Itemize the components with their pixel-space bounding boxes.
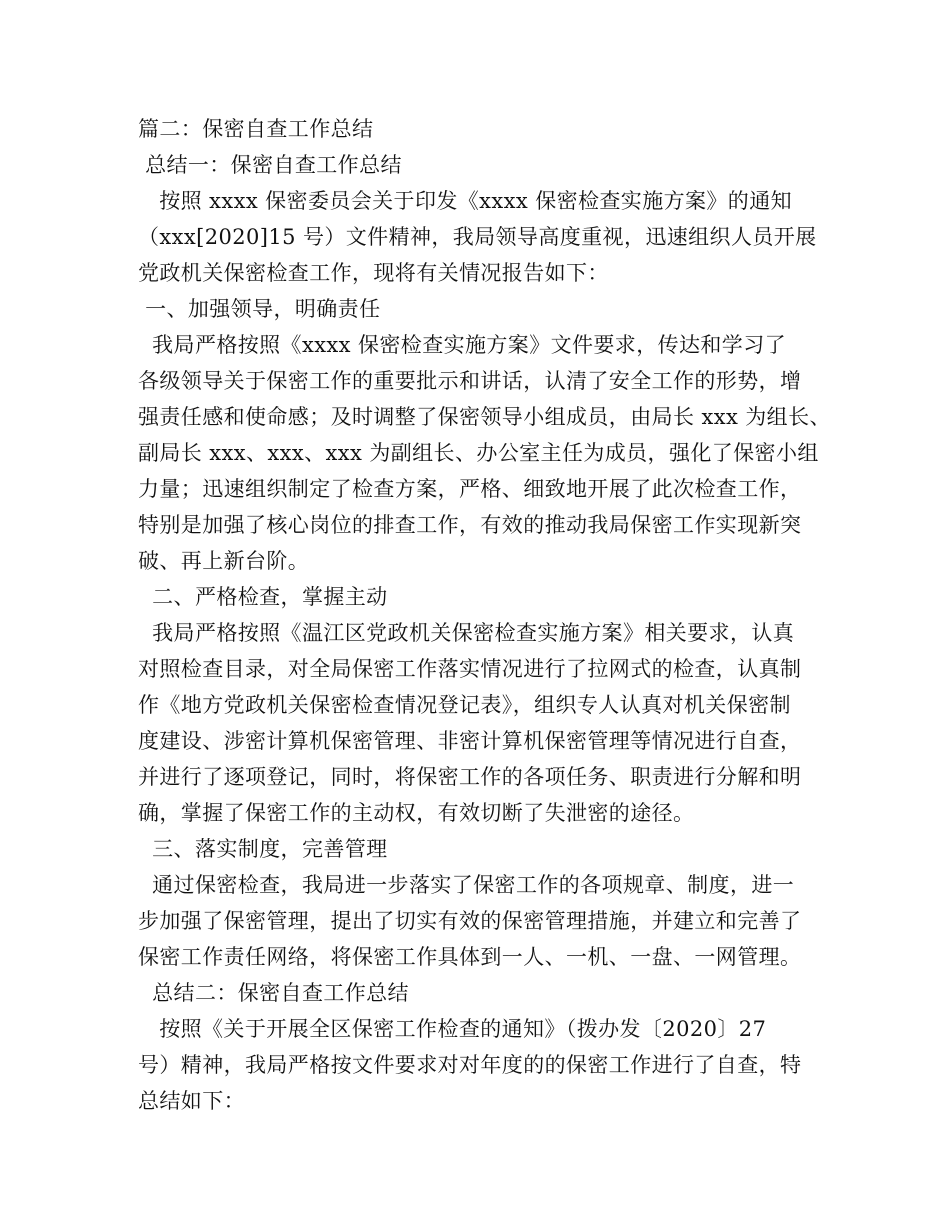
doc-text-line: 特别是加强了核心岗位的排查工作，有效的推动我局保密工作实现新突 [138,513,802,537]
doc-subheading: 总结二：保密自查工作总结 [138,981,409,1005]
doc-text-line: 各级领导关于保密工作的重要批示和讲话，认清了安全工作的形势，增 [138,369,802,393]
doc-text-line: 我局严格按照《xxxx 保密检查实施方案》文件要求，传达和学习了 [138,333,786,357]
doc-text-line: 按照 xxxx 保密委员会关于印发《xxxx 保密检查实施方案》的通知 [138,189,792,213]
doc-text-line: 我局严格按照《温江区党政机关保密检查实施方案》相关要求，认真 [138,621,795,645]
doc-text-line: 副局长 xxx、xxx、xxx 为副组长、办公室主任为成员，强化了保密小组 [138,441,819,465]
doc-text-line: 确，掌握了保密工作的主动权，有效切断了失泄密的途径。 [138,801,695,825]
doc-text-line: 并进行了逐项登记，同时，将保密工作的各项任务、职责进行分解和明 [138,765,802,789]
doc-text-line: （xxx[2020]15 号）文件精神，我局领导高度重视，迅速组织人员开展 [138,225,817,249]
doc-text-line: 号）精神，我局严格按文件要求对对年度的的保密工作进行了自查，特 [138,1053,802,1077]
doc-text-line: 党政机关保密检查工作，现将有关情况报告如下： [138,261,609,285]
doc-text-line: 保密工作责任网络，将保密工作具体到一人、一机、一盘、一网管理。 [138,945,802,969]
section-heading: 一、加强领导，明确责任 [138,297,381,321]
section-heading: 三、落实制度，完善管理 [138,837,388,861]
doc-heading: 篇二：保密自查工作总结 [138,117,374,141]
doc-text-line: 按照《关于开展全区保密工作检查的通知》（拨办发〔2020〕27 [138,1017,767,1041]
doc-text-line: 度建设、涉密计算机保密管理、非密计算机保密管理等情况进行自查， [138,729,802,753]
section-heading: 二、严格检查，掌握主动 [138,585,388,609]
doc-text-line: 总结如下： [138,1089,245,1113]
doc-text-line: 对照检查目录，对全局保密工作落实情况进行了拉网式的检查，认真制 [138,657,802,681]
doc-text-line: 破、再上新台阶。 [138,549,310,573]
doc-text-line: 力量；迅速组织制定了检查方案，严格、细致地开展了此次检查工作， [138,477,802,501]
doc-text-line: 步加强了保密管理，提出了切实有效的保密管理措施，并建立和完善了 [138,909,802,933]
doc-text-line: 作《地方党政机关保密检查情况登记表》，组织专人认真对机关保密制 [138,693,791,717]
doc-text-line: 强责任感和使命感；及时调整了保密领导小组成员，由局长 xxx 为组长、 [138,405,831,429]
doc-text-line: 通过保密检查，我局进一步落实了保密工作的各项规章、制度，进一 [138,873,795,897]
doc-subheading: 总结一：保密自查工作总结 [138,153,402,177]
